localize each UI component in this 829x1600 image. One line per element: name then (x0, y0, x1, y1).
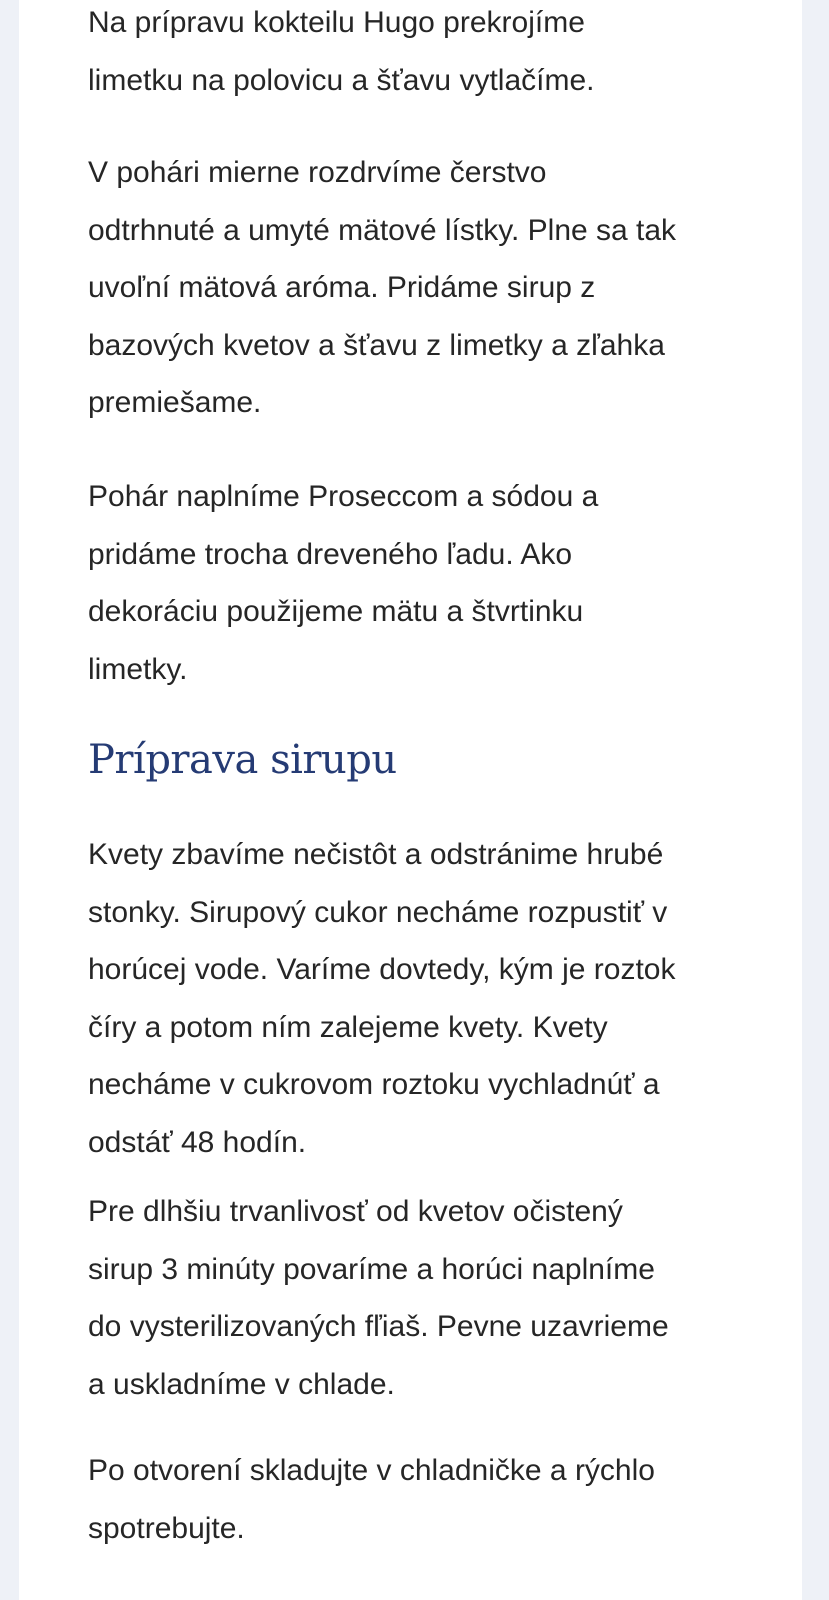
article-card (19, 0, 802, 1600)
paragraph-after-opening (88, 1442, 655, 1557)
section-heading-syrup: Príprava sirupu (88, 737, 397, 783)
text-line: limetku na polovicu a šťavu vytlačíme. (88, 63, 595, 97)
text-line: uvoľní mätová aróma. Pridáme sirup z (88, 271, 596, 304)
paragraph-syrup-flowers (88, 826, 675, 1171)
text-line: dekoráciu použijeme mätu a štvrtinku (88, 595, 584, 628)
paragraph-mint-step (88, 144, 676, 432)
paragraph-preparation-intro (88, 0, 594, 109)
text-line: Kvety zbavíme nečistôt a odstránime hrubé (88, 838, 664, 871)
text-line: V pohári mierne rozdrvíme čerstvo (88, 156, 547, 189)
text-line: stonky. Sirupový cukor necháme rozpustiť v (88, 895, 668, 929)
text-line: pridáme trocha dreveného ľadu. Ako (88, 537, 573, 571)
paragraph-prosecco-step (88, 468, 598, 698)
text-line: limetky. (88, 652, 188, 686)
text-line: sirup 3 minúty povaríme a horúci naplníme (88, 1252, 655, 1286)
text-line: Na prípravu kokteilu Hugo prekrojíme (88, 6, 585, 39)
text-line: a uskladníme v chlade. (88, 1367, 395, 1401)
text-line: Pohár naplníme Proseccom a sódou a (88, 480, 599, 513)
text-line: odtrhnuté a umyté mätové lístky. Plne sa tak (88, 213, 677, 247)
text-line: premiešame. (88, 386, 262, 419)
text-line: Pre dlhšiu trvanlivosť od kvetov očistený (88, 1195, 623, 1228)
text-line: spotrebujte. (88, 1511, 245, 1545)
text-line: bazových kvetov a šťavu z limetky a zľahka (88, 328, 665, 362)
text-line: číry a potom ním zalejeme kvety. Kvety (88, 1010, 608, 1044)
paragraph-syrup-storage (88, 1183, 669, 1413)
text-line: necháme v cukrovom roztoku vychladnúť a (88, 1068, 660, 1101)
text-line: horúcej vode. Varíme dovtedy, kým je roztok (88, 953, 676, 986)
text-line: odstáť 48 hodín. (88, 1125, 307, 1159)
text-line: Po otvorení skladujte v chladničke a rýchlo (88, 1454, 655, 1487)
text-line: do vysterilizovaných fľiaš. Pevne uzavrieme (88, 1310, 669, 1343)
